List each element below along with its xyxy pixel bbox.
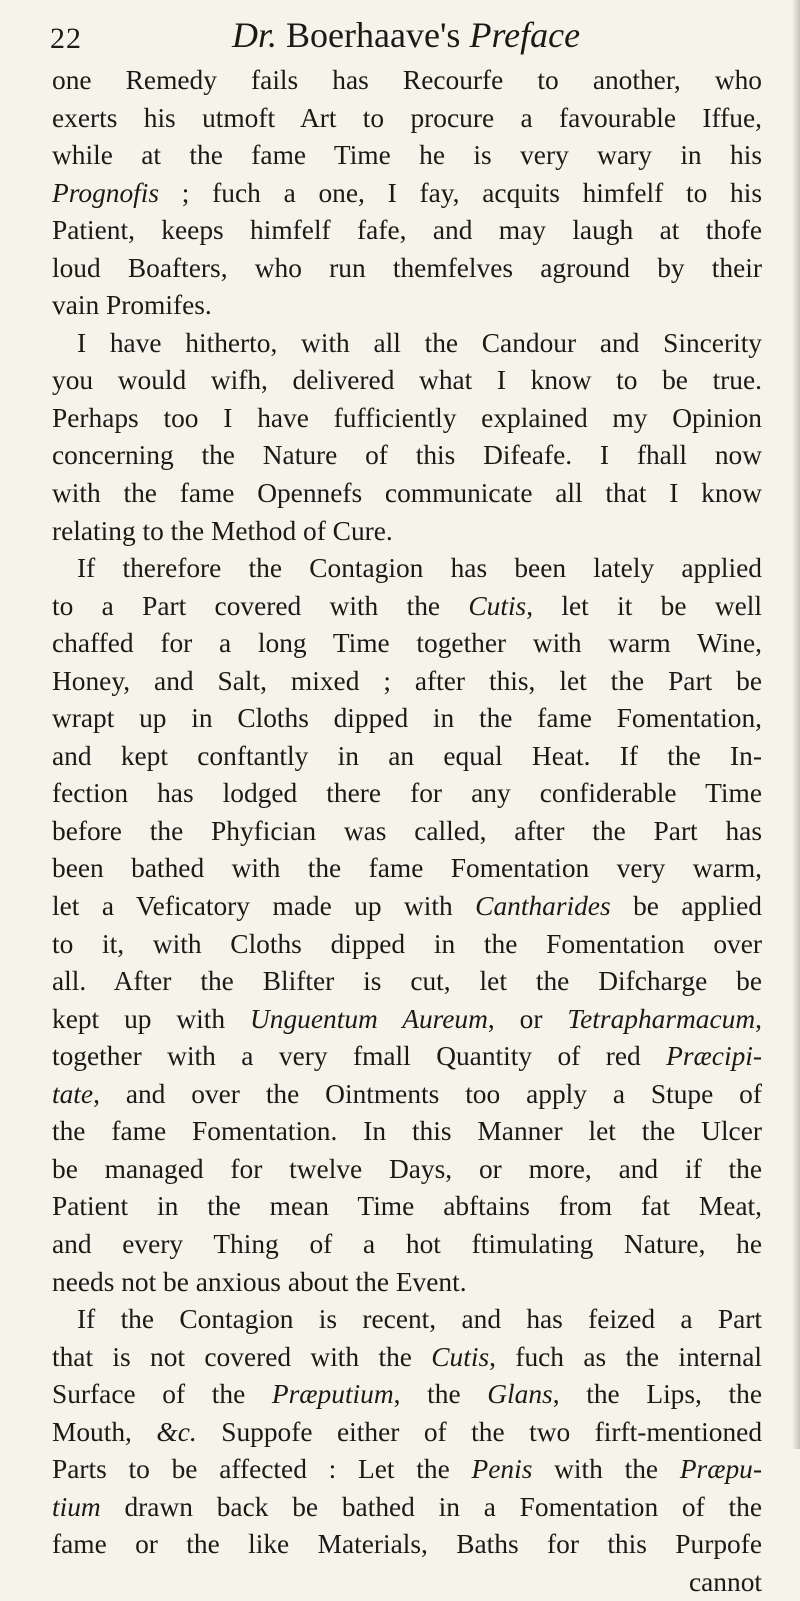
text-line — [52, 1226, 762, 1264]
text-segment: you would wifh, delivered what I know to be true. — [52, 365, 762, 396]
text-line — [52, 1376, 762, 1414]
text-line — [52, 926, 762, 964]
text-line — [52, 700, 762, 738]
text-line — [52, 1339, 762, 1377]
text-line — [52, 287, 762, 325]
text-segment: Parts to be affected : Let the — [52, 1454, 472, 1485]
text-segment: with the — [532, 1454, 680, 1485]
text-line — [52, 137, 762, 175]
running-title — [232, 14, 580, 56]
text-line — [52, 1264, 762, 1302]
page-edge-shadow — [792, 0, 800, 1449]
text-line — [52, 1526, 762, 1564]
text-line — [52, 362, 762, 400]
text-segment: Præputium — [271, 1379, 394, 1410]
text-line — [52, 1001, 762, 1039]
text-segment: vain Promifes. — [52, 290, 212, 321]
text-line — [52, 963, 762, 1001]
text-segment: drawn back be bathed in a Fomentation of the — [100, 1491, 762, 1522]
text-segment: loud Boafters, who run themfelves aground by their — [52, 252, 762, 283]
text-segment: , let it be well — [526, 590, 762, 621]
text-segment: to it, with Cloths dipped in the Fomentation over — [52, 928, 762, 959]
text-segment: Cantharides — [475, 891, 611, 922]
text-segment: Cutis — [468, 590, 527, 621]
text-segment: fection has lodged there for any confiderable Time — [52, 778, 762, 809]
text-line — [52, 1038, 762, 1076]
text-segment: , or — [487, 1003, 568, 1034]
text-segment: , the Lips, the — [552, 1379, 762, 1410]
text-segment: Patient, keeps himfelf fafe, and may laugh at thofe — [52, 215, 762, 246]
text-line — [52, 250, 762, 288]
catchword — [52, 1564, 762, 1601]
text-line — [52, 175, 762, 213]
text-segment: kept up with — [52, 1003, 250, 1034]
text-segment: Suppofe either of the two firft-mentioned — [196, 1416, 763, 1447]
text-segment: Glans — [487, 1379, 553, 1410]
text-line — [52, 437, 762, 475]
text-line — [52, 813, 762, 851]
text-segment: &c. — [156, 1416, 197, 1447]
text-segment: , and over the Ointments too apply a Stupe of — [93, 1078, 762, 1109]
text-segment: Honey, and Salt, mixed ; after this, let the Part be — [52, 665, 762, 696]
text-line — [52, 62, 762, 100]
text-segment: Tetrapharmacum — [567, 1003, 756, 1034]
title-dr: Dr. — [232, 15, 278, 55]
text-line — [52, 850, 762, 888]
text-segment: been bathed with the fame Fomentation very warm, — [52, 853, 762, 884]
text-segment: ; fuch a one, I fay, acquits himfelf to his — [159, 177, 762, 208]
text-segment: and every Thing of a hot ftimulating Nature, he — [52, 1228, 762, 1259]
text-segment: exerts his utmoft Art to procure a favourable Iffue, — [52, 102, 762, 133]
text-line — [52, 625, 762, 663]
text-line — [52, 475, 762, 513]
text-line — [52, 588, 762, 626]
text-line — [52, 1151, 762, 1189]
text-segment: I have hitherto, with all the Candour and Sincerity — [77, 327, 762, 358]
text-line — [52, 550, 762, 588]
text-line — [52, 1076, 762, 1114]
text-line — [52, 1414, 762, 1452]
text-line — [52, 738, 762, 776]
text-segment: Mouth, — [52, 1416, 157, 1447]
text-line — [52, 1301, 762, 1339]
text-segment: wrapt up in Cloths dipped in the fame Fomentation, — [52, 703, 762, 734]
text-segment: all. After the Blifter is cut, let the Difcharge be — [52, 966, 762, 997]
text-line — [52, 1489, 762, 1527]
text-segment: Perhaps too I have fufficiently explained my Opinion — [52, 402, 762, 433]
text-segment: Prognofis — [52, 177, 160, 208]
text-segment: , the — [393, 1379, 488, 1410]
text-segment: Præcipi- — [666, 1041, 762, 1072]
text-segment: Unguentum Aureum — [249, 1003, 488, 1034]
text-line — [52, 775, 762, 813]
text-line — [52, 888, 762, 926]
text-segment: relating to the Method of Cure. — [52, 515, 393, 546]
text-segment: fame or the like Materials, Baths for this Purpofe — [52, 1529, 762, 1560]
text-segment: be managed for twelve Days, or more, and if the — [52, 1153, 762, 1184]
text-segment: one Remedy fails has Recourfe to another, who — [52, 65, 762, 95]
text-line — [52, 1113, 762, 1151]
title-name: Boerhaave's — [277, 15, 470, 55]
text-segment: tium — [52, 1491, 101, 1522]
text-segment: concerning the Nature of this Difeafe. I fhall now — [52, 440, 762, 471]
text-segment: , — [755, 1003, 762, 1034]
text-line — [52, 400, 762, 438]
text-segment: let a Veficatory made up with — [52, 891, 476, 922]
text-segment: while at the fame Time he is very wary in his — [52, 140, 762, 171]
text-line — [52, 513, 762, 551]
text-segment: that is not covered with the — [52, 1341, 432, 1372]
text-segment: If therefore the Contagion has been lately applied — [77, 553, 762, 584]
text-segment: , fuch as the internal — [489, 1341, 762, 1372]
text-segment: before the Phyfician was called, after the Part has — [52, 815, 762, 846]
running-header — [50, 14, 750, 66]
text-segment: the fame Fomentation. In this Manner let the Ulcer — [52, 1116, 762, 1147]
text-line — [52, 212, 762, 250]
text-line — [52, 100, 762, 138]
text-segment: to a Part covered with the — [52, 590, 469, 621]
text-segment: cannot — [688, 1566, 762, 1597]
body-text — [52, 62, 762, 1601]
text-segment: chaffed for a long Time together with warm Wine, — [52, 628, 762, 659]
text-segment: together with a very fmall Quantity of red — [52, 1041, 667, 1072]
text-line — [52, 325, 762, 363]
text-segment: Surface of the — [52, 1379, 272, 1410]
text-segment: Penis — [471, 1454, 533, 1485]
text-segment: Patient in the mean Time abftains from fat Meat, — [52, 1191, 762, 1222]
text-segment: tate — [52, 1078, 94, 1109]
title-preface: Preface — [469, 15, 581, 55]
text-segment: be applied — [610, 891, 762, 922]
text-segment: Præpu- — [679, 1454, 762, 1485]
text-line — [52, 1188, 762, 1226]
page-number: 22 — [50, 22, 82, 55]
text-segment: and kept conftantly in an equal Heat. If the In- — [52, 740, 762, 771]
text-segment: Cutis — [431, 1341, 490, 1372]
text-line — [52, 663, 762, 701]
text-segment: If the Contagion is recent, and has feized a Part — [77, 1304, 762, 1335]
text-segment: needs not be anxious about the Event. — [52, 1266, 467, 1297]
text-segment: with the fame Opennefs communicate all that I know — [52, 478, 762, 509]
text-line — [52, 1451, 762, 1489]
